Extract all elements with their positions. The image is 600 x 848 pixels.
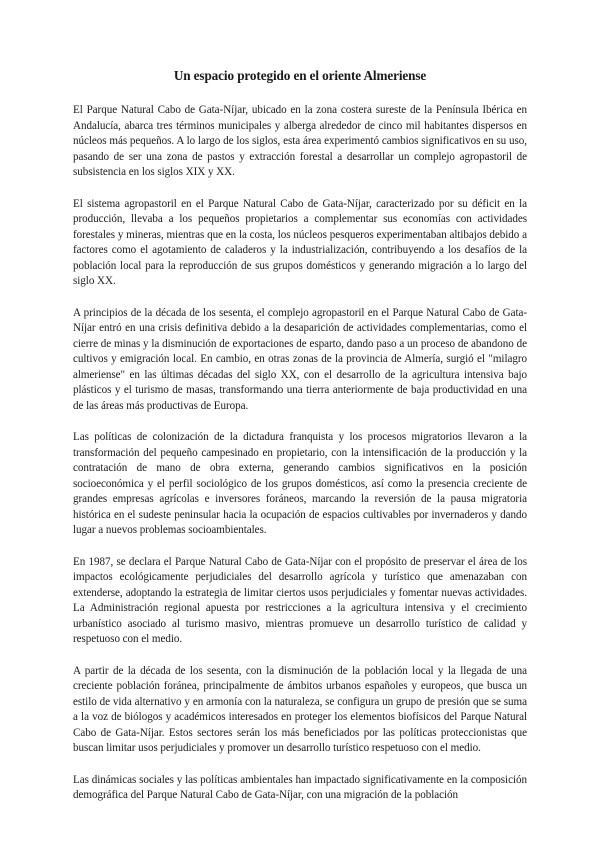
paragraph-5: En 1987, se declara el Parque Natural Cabo de Gata-Níjar con el propósito de preservar el área de los impactos ecológicamente perjudiciales del desarrollo agrícola y turístico que amenazaban con extenderse, adoptando la estrategia de limitar ciertos usos perjudiciales y fomentar nuevas actividades. La Administración regional apuesta por restricciones a la agricultura intensiva y el crecimiento urbanístico asociado al turismo masivo, mientras promueve un desarrollo turístico de calidad y respetuoso con el medio. [73,555,527,645]
paragraph-7: Las dinámicas sociales y las políticas ambientales han impactado significativamente en la composición demográfica del Parque Natural Cabo de Gata-Níjar, con una migración de la población [73,773,527,801]
document-title: Un espacio protegido en el oriente Almeriense [173,68,427,83]
paragraph-1: El Parque Natural Cabo de Gata-Níjar, ubicado en la zona costera sureste de la Península Ibérica en Andalucía, abarca tres términos municipales y alberga alrededor de cinco mil habitantes dispersos en núcleos más pequeños. A lo largo de los siglos, esta área experimentó cambios significativos en su uso, pasando de ser una zona de pastos y extracción forestal a desarrollar un complejo agropastoril de subsistencia en los siglos XIX y XX. [73,104,527,178]
document-body [73,103,527,820]
paragraph-4: Las políticas de colonización de la dictadura franquista y los procesos migratorios llevaron a la transformación del pequeño campesinado en propietario, con la intensificación de la producción y la contratación de mano de obra externa, generando cambios significativos en la posición socioeconómica y el perfil sociológico de los grupos domésticos, así como la presencia creciente de grandes empresas agrícolas e inversores foráneos, marcando la reversión de la pausa migratoria histórica en el sudeste peninsular hacia la ocupación de espacios cultivables por invernaderos y dando lugar a nuevos problemas socioambientales. [73,431,527,536]
paragraph-6: A partir de la década de los sesenta, con la disminución de la población local y la llegada de una creciente población foránea, principalmente de ámbitos urbanos españoles y europeos, que busca un estilo de vida alternativo y en armonía con la naturaleza, se configura un grupo de presión que se suma a la voz de biólogos y académicos interesados en proteger los elementos biofísicos del Parque Natural Cabo de Gata-Níjar. Estos sectores serán los más beneficiados por las políticas proteccionistas que buscan limitar usos perjudiciales y promover un desarrollo turístico respetuoso con el medio. [73,664,527,754]
paragraph-3: A principios de la década de los sesenta, el complejo agropastoril en el Parque Natural Cabo de Gata-Níjar entró en una crisis definitiva debido a la desaparición de actividades complementarias, como el cierre de minas y la disminución de exportaciones de esparto, dando paso a un proceso de abandono de cultivos y emigración local. En cambio, en otras zonas de la provincia de Almería, surgió el "milagro almeriense" en las últimas décadas del siglo XX, con el desarrollo de la agricultura intensiva bajo plásticos y el turismo de masas, transformando una tierra anteriormente de baja productividad en una de las áreas más productivas de Europa. [73,306,527,412]
paragraph-2: El sistema agropastoril en el Parque Natural Cabo de Gata-Níjar, caracterizado por su déficit en la producción, llevaba a los pequeños propietarios a complementar sus economías con actividades forestales y mineras, mientras que en la costa, los núcleos pesqueros experimentaban altibajos debido a factores como el agotamiento de caladeros y la industrialización, contribuyendo a los desafíos de la población local para la reproducción de sus grupos domésticos y generando migración a lo largo del siglo XX. [73,197,527,287]
